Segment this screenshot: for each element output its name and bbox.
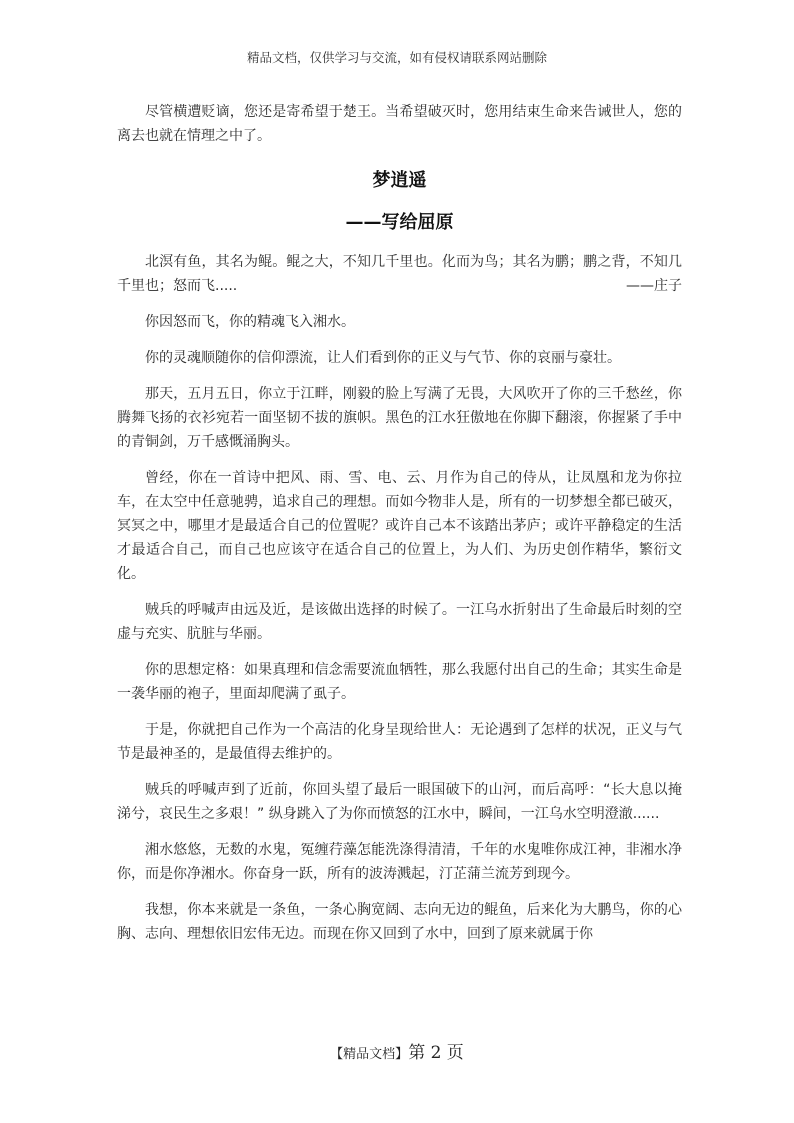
page-header: 精品文档，仅供学习与交流，如有侵权请联系网站删除 [246, 50, 547, 65]
body-paragraph: 于是，你就把自己作为一个高洁的化身呈现给世人：无论遇到了怎样的状况，正义与气节是最神圣的，是最值得去维护的。 [117, 722, 682, 762]
body-paragraph: 我想，你本来就是一条鱼，一条心胸宽阔、志向无边的鲲鱼，后来化为大鹏鸟，你的心胸、志向、理想依旧宏伟无边。而现在你又回到了水中，回到了原来就属于你 [117, 902, 682, 942]
quote-author: ——庄子 [626, 278, 682, 294]
footer-tag: 【精品文档】 [330, 1047, 409, 1062]
quote-text: 北溟有鱼，其名为鲲。鲲之大，不知几千里也。化而为鸟；其名为鹏；鹏之背，不知几千里也；怒而飞..... [117, 254, 682, 294]
body-paragraph: 那天，五月五日，你立于江畔，刚毅的脸上写满了无畏，大风吹开了你的三千愁丝，你腾舞飞扬的衣衫宛若一面坚韧不拔的旗帜。黑色的江水狂傲地在你脚下翻滚，你握紧了手中的青铜剑，万千感慨涌胸头。 [117, 386, 682, 450]
body-paragraph: 你因怒而飞，你的精魂飞入湘水。 [145, 314, 355, 330]
body-paragraph: 湘水悠悠，无数的水鬼，冤缠荇藻怎能洗涤得清清，千年的水鬼唯你成江神，非湘水净你，而是你净湘水。你奋身一跃，所有的波涛溅起，汀芷蒲兰流芳到现今。 [117, 842, 682, 882]
article-subtitle: ——写给屈原 [345, 212, 454, 233]
body-paragraph: 你的思想定格：如果真理和信念需要流血牺牲，那么我愿付出自己的生命；其实生命是一袭华丽的袍子，里面却爬满了虱子。 [117, 662, 682, 702]
body-paragraph: 曾经，你在一首诗中把风、雨、雪、电、云、月作为自己的侍从，让凤凰和龙为你拉车，在太空中任意驰骋，追求自己的理想。而如今物非人是，所有的一切梦想全都已破灭，冥冥之中，哪里才是最适合自己的位置呢？或许自己本不该踏出茅庐；或许平静稳定的生活才最适合自己，而自己也应该守在适合自己的位置上，为人们、为历史创作精华，繁衍文化。 [117, 470, 682, 582]
body-paragraph: 你的灵魂顺随你的信仰漂流，让人们看到你的正义与气节、你的哀丽与豪壮。 [145, 350, 621, 366]
page-footer [0, 1038, 794, 1063]
article-title: 梦逍遥 [372, 170, 427, 191]
page-number: 第 2 页 [408, 1043, 464, 1063]
quote-paragraph [117, 250, 682, 298]
intro-paragraph: 尽管横遭贬谪，您还是寄希望于楚王。当希望破灭时，您用结束生命来告诫世人，您的离去也就在情理之中了。 [117, 104, 682, 144]
document-body [117, 100, 682, 958]
body-paragraph: 贼兵的呼喊声由远及近，是该做出选择的时候了。一江乌水折射出了生命最后时刻的空虚与充实、肮脏与华丽。 [117, 602, 682, 642]
body-paragraph: 贼兵的呼喊声到了近前，你回头望了最后一眼国破下的山河，而后高呼：“长大息以掩涕兮，哀民生之多艰！” 纵身跳入了为你而愤怒的江水中，瞬间，一江乌水空明澄澈...... [117, 782, 682, 822]
